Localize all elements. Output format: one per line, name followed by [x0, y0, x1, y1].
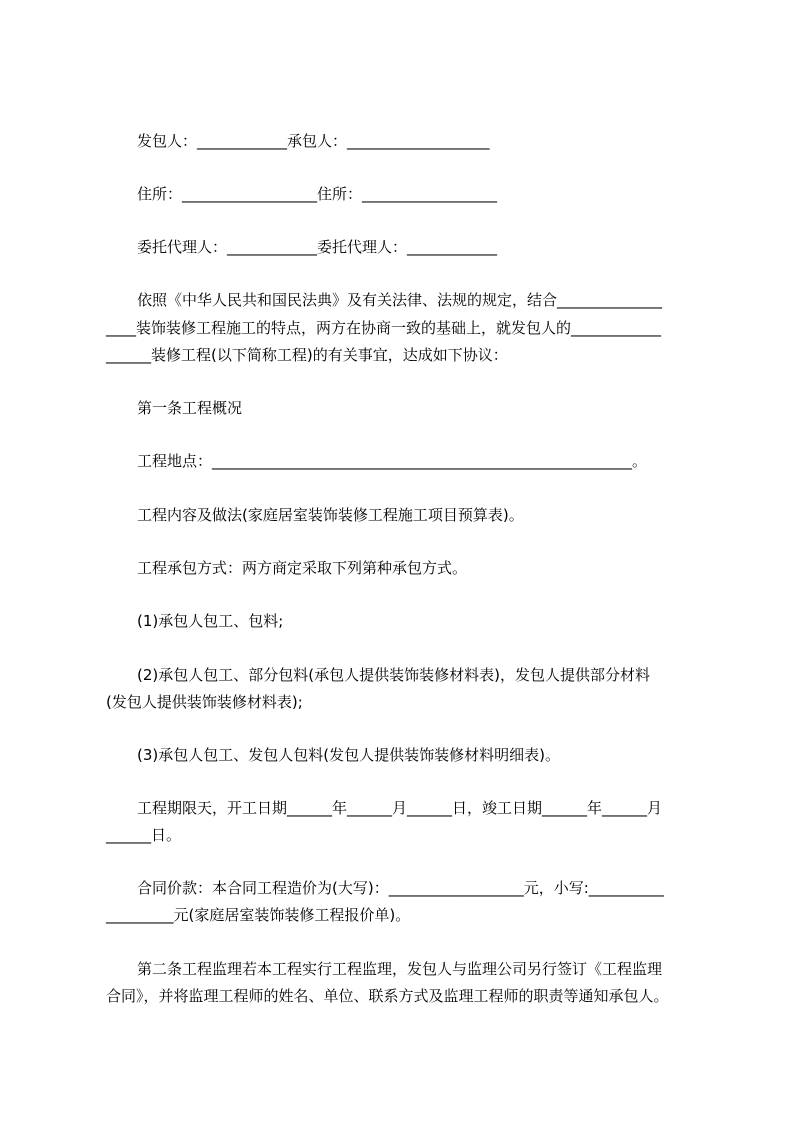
address-line: 住所：__________________住所：__________________ [137, 185, 498, 203]
agent-line: 委托代理人：____________委托代理人：____________ [137, 238, 498, 256]
party-a-b-line: 发包人：____________承包人：___________________ [137, 132, 490, 150]
preamble-line-3: ______装修工程(以下简称工程)的有关事宜，达成如下协议： [106, 346, 508, 364]
article-2-line-2: 合同》，并将监理工程师的姓名、单位、联系方式及监理工程师的职责等通知承包人。 [106, 987, 669, 1005]
article-1-heading: 第一条工程概况 [137, 399, 243, 417]
project-content-line: 工程内容及做法(家庭居室装饰装修工程施工项目预算表)。 [137, 506, 524, 524]
price-line-1: 合同价款：本合同工程造价为(大写)：__________________元，小写:__________ [137, 879, 664, 897]
project-location-line: 工程地点：________________________________________________________。 [137, 452, 648, 470]
preamble-line-2: ____装饰装修工程施工的特点，两方在协商一致的基础上，就发包人的____________ [106, 319, 662, 337]
price-line-2: _________元(家庭居室装饰装修工程报价单)。 [106, 906, 411, 924]
option-1-line: (1)承包人包工、包料; [137, 612, 284, 630]
option-2-line-2: (发包人提供装饰装修材料表); [106, 693, 303, 711]
option-2-line-1: (2)承包人包工、部分包料(承包人提供装饰装修材料表)，发包人提供部分材料 [137, 666, 650, 684]
article-2-line-1: 第二条工程监理若本工程实行工程监理，发包人与监理公司另行签订《工程监理 [137, 960, 663, 978]
schedule-line-2: ______日。 [106, 826, 182, 844]
schedule-line-1: 工程期限天，开工日期______年______月______日，竣工日期______年______月 [137, 799, 663, 817]
option-3-line: (3)承包人包工、发包人包料(发包人提供装饰装修材料明细表)。 [137, 746, 560, 764]
contract-method-line: 工程承包方式：两方商定采取下列第种承包方式。 [137, 559, 468, 577]
preamble-line-1: 依照《中华人民共和国民法典》及有关法律、法规的规定，结合______________ [137, 291, 663, 309]
